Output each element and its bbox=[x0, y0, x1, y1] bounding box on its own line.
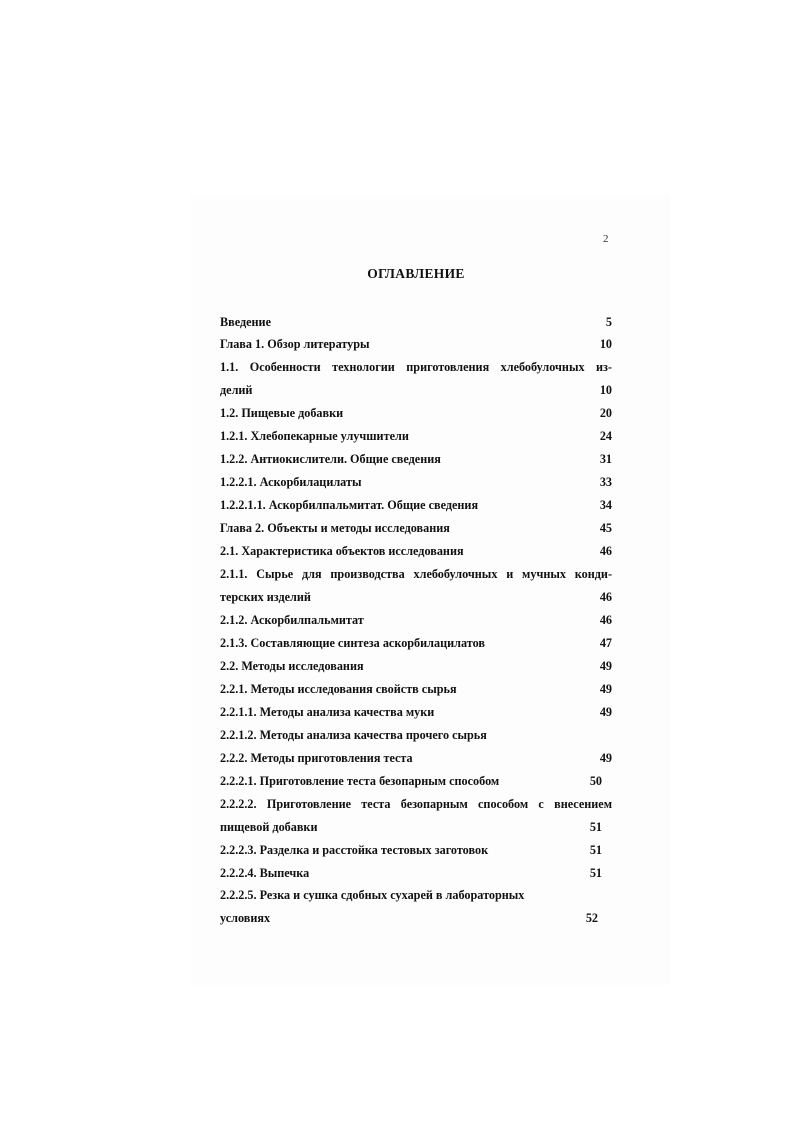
toc-entry-page: 24 bbox=[599, 429, 612, 443]
toc-entry-text: 1.2.1. Хлебопекарные улучшители bbox=[220, 429, 409, 443]
toc-entry[interactable] bbox=[220, 473, 612, 491]
toc-entry-text: 2.2. Методы исследования bbox=[220, 659, 364, 673]
toc-entry[interactable] bbox=[220, 841, 612, 859]
toc-entry-page: 31 bbox=[599, 452, 612, 466]
toc-entry-continuation[interactable] bbox=[220, 588, 612, 606]
toc-entry-text: 2.2.2.1. Приготовление теста безопарным способом bbox=[220, 774, 500, 788]
toc-entry-page: 51 bbox=[589, 820, 602, 834]
toc-entry[interactable] bbox=[220, 404, 612, 422]
toc-entry-text: Глава 1. Обзор литературы bbox=[220, 337, 370, 351]
toc-entry[interactable] bbox=[220, 703, 612, 721]
toc-entry[interactable] bbox=[220, 358, 612, 376]
toc-entry-continuation[interactable] bbox=[220, 909, 612, 927]
toc-entry-text: 1.2. Пищевые добавки bbox=[220, 406, 344, 420]
toc-entry[interactable] bbox=[220, 313, 612, 331]
page-title: ОГЛАВЛЕНИЕ bbox=[367, 266, 465, 281]
toc-entry-text: терских изделий bbox=[220, 590, 311, 604]
toc-entry[interactable] bbox=[220, 634, 612, 652]
toc-entry-page: 5 bbox=[605, 315, 612, 329]
toc-entry[interactable] bbox=[220, 680, 612, 698]
toc-entry-text: 2.2.2.3. Разделка и расстойка тестовых заготовок bbox=[220, 843, 489, 857]
toc-entry-text: 2.1. Характеристика объектов исследования bbox=[220, 544, 464, 558]
toc-entry[interactable] bbox=[220, 864, 612, 882]
toc-entry-page: 50 bbox=[589, 774, 602, 788]
toc-entry[interactable] bbox=[220, 726, 612, 744]
toc-entry-page: 20 bbox=[599, 406, 612, 420]
toc-entry[interactable] bbox=[220, 657, 612, 675]
toc-entry[interactable] bbox=[220, 611, 612, 629]
toc-entry-page: 34 bbox=[599, 498, 612, 512]
toc-entry-text: 1.2.2.1.1. Аскорбилпальмитат. Общие сведения bbox=[220, 498, 479, 512]
toc-entry-text: 2.1.1. Сырье для производства хлебобулочных и мучных конди- bbox=[220, 567, 612, 581]
toc-entry-text: пищевой добавки bbox=[220, 820, 318, 834]
toc-entry-text: 2.1.2. Аскорбилпальмитат bbox=[220, 613, 364, 627]
toc-entry-page: 49 bbox=[599, 682, 612, 696]
toc-entry-text: 2.1.3. Составляющие синтеза аскорбилацилатов bbox=[220, 636, 485, 650]
toc-entry-text: 1.2.2. Антиокислители. Общие сведения bbox=[220, 452, 441, 466]
toc-entry[interactable] bbox=[220, 749, 612, 767]
toc-entry-continuation[interactable] bbox=[220, 381, 612, 399]
toc-entry-text: Глава 2. Объекты и методы исследования bbox=[220, 521, 450, 535]
toc-entry-text: условиях bbox=[220, 911, 271, 925]
toc-entry-continuation[interactable] bbox=[220, 818, 612, 836]
toc-entry-page: 52 bbox=[585, 911, 598, 925]
toc-entry[interactable] bbox=[220, 335, 612, 353]
toc-entry-page: 47 bbox=[599, 636, 612, 650]
page-number: 2 bbox=[603, 233, 609, 245]
toc-entry-page: 10 bbox=[599, 383, 612, 397]
toc-entry[interactable] bbox=[220, 542, 612, 560]
toc-entry-text: 1.1. Особенности технологии приготовления хлебобулочных из- bbox=[220, 360, 612, 374]
toc-entry-text: 2.2.2.4. Выпечка bbox=[220, 866, 310, 880]
toc-entry[interactable] bbox=[220, 772, 612, 790]
toc-entry-text: 2.2.1.2. Методы анализа качества прочего сырья bbox=[220, 728, 487, 742]
toc-entry-page: 33 bbox=[599, 475, 612, 489]
toc-entry-text: 1.2.2.1. Аскорбилацилаты bbox=[220, 475, 362, 489]
toc-entry-page: 46 bbox=[599, 613, 612, 627]
toc-entry[interactable] bbox=[220, 519, 612, 537]
toc-entry-page: 49 bbox=[599, 705, 612, 719]
toc-entry[interactable] bbox=[220, 450, 612, 468]
toc-entry-page: 51 bbox=[589, 866, 602, 880]
toc-entry-page: 46 bbox=[599, 590, 612, 604]
toc-entry-text: 2.2.2.5. Резка и сушка сдобных сухарей в лабораторных bbox=[220, 888, 525, 902]
toc-entry[interactable] bbox=[220, 496, 612, 514]
toc-entry-page: 46 bbox=[599, 544, 612, 558]
toc-entry-text: 2.2.2.2. Приготовление теста безопарным способом с внесением bbox=[220, 797, 612, 811]
toc-entry-page: 51 bbox=[589, 843, 602, 857]
toc-entry-page: 45 bbox=[599, 521, 612, 535]
toc-entry[interactable] bbox=[220, 795, 612, 813]
toc-entry-text: делий bbox=[220, 383, 253, 397]
toc-entry-page: 49 bbox=[599, 659, 612, 673]
toc-entry[interactable] bbox=[220, 886, 612, 904]
toc-entry-text: Введение bbox=[220, 315, 271, 329]
toc-entry[interactable] bbox=[220, 565, 612, 583]
toc-entry-page: 10 bbox=[599, 337, 612, 351]
toc-entry[interactable] bbox=[220, 427, 612, 445]
toc-entry-text: 2.2.1. Методы исследования свойств сырья bbox=[220, 682, 457, 696]
toc-entry-text: 2.2.1.1. Методы анализа качества муки bbox=[220, 705, 435, 719]
toc-entry-page: 49 bbox=[599, 751, 612, 765]
toc-entry-text: 2.2.2. Методы приготовления теста bbox=[220, 751, 413, 765]
